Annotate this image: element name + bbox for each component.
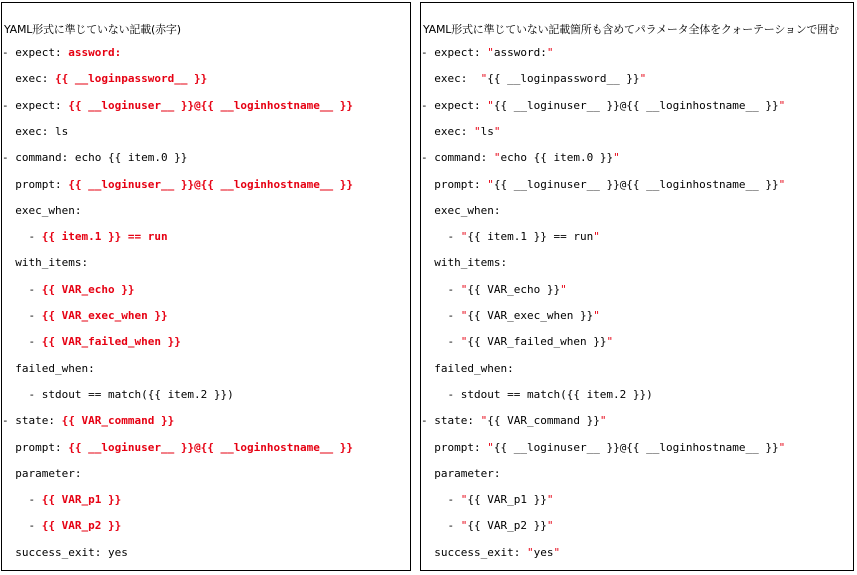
open-quote: " — [460, 230, 468, 244]
close-quote: " — [778, 98, 786, 112]
close-quote: " — [639, 72, 647, 86]
non-yaml-highlight: {{ VAR_exec_when }} — [41, 309, 168, 322]
open-quote: " — [493, 151, 501, 165]
code-text: with_items: — [2, 256, 89, 270]
code-text: - — [421, 282, 461, 296]
open-quote: " — [526, 545, 534, 559]
code-line — [421, 71, 646, 87]
code-line — [421, 45, 553, 61]
code-text: prompt: — [421, 177, 488, 191]
close-quote: " — [613, 151, 620, 165]
open-quote: " — [460, 493, 468, 507]
code-line — [2, 308, 168, 324]
code-line — [2, 440, 353, 456]
code-line — [2, 45, 121, 61]
code-text: exec: — [421, 72, 481, 86]
quoted-value: yes — [533, 545, 554, 559]
quoted-value: ls — [480, 124, 494, 138]
code-line — [421, 229, 600, 245]
code-line — [2, 71, 207, 87]
quoted-value: {{ VAR_echo }} — [467, 282, 561, 296]
close-quote: " — [493, 124, 501, 138]
code-line — [421, 466, 500, 482]
code-line — [421, 387, 653, 403]
code-line — [2, 387, 234, 403]
non-yaml-highlight: {{ VAR_p2 }} — [41, 519, 122, 533]
quoted-value: {{ item.1 }} == run — [467, 230, 594, 244]
code-text: - — [2, 519, 42, 533]
close-quote: " — [593, 309, 600, 322]
close-quote: " — [778, 440, 786, 454]
code-line — [421, 203, 500, 219]
code-text: exec_when: — [421, 203, 501, 217]
code-text: success_exit: yes — [2, 545, 128, 559]
quoted-value: assword: — [493, 46, 547, 59]
code-line — [421, 518, 553, 534]
code-text: exec: ls — [2, 124, 69, 138]
code-text: parameter: — [421, 466, 501, 480]
code-line — [2, 413, 174, 429]
open-quote: " — [473, 124, 481, 138]
code-text: - expect: — [421, 98, 488, 112]
right-panel-title: YAML形式に準じていない記載箇所も含めてパラメータ全体をクォーテーションで囲む — [423, 23, 839, 36]
quoted-value: {{ __loginuser__ }}@{{ __loginhostname__ }} — [493, 177, 779, 191]
non-yaml-highlight: {{ __loginpassword__ }} — [54, 72, 208, 86]
quoted-value: {{ VAR_exec_when }} — [467, 309, 594, 322]
open-quote: " — [487, 98, 494, 112]
code-line — [2, 492, 121, 508]
code-text: - — [2, 335, 42, 349]
close-quote: " — [593, 230, 600, 244]
non-yaml-highlight: {{ VAR_command }} — [61, 414, 175, 428]
code-line — [421, 308, 600, 324]
code-text: - command: echo {{ item.0 }} — [2, 151, 188, 165]
code-text: exec: — [421, 124, 474, 138]
quoted-value: {{ VAR_p1 }} — [467, 493, 547, 507]
close-quote: " — [778, 177, 786, 191]
quoted-value: {{ __loginpassword__ }} — [487, 72, 640, 86]
non-yaml-highlight: {{ __loginuser__ }}@{{ __loginhostname__ }} — [68, 98, 354, 112]
code-text: - command: — [421, 151, 494, 165]
code-line — [2, 203, 81, 219]
code-line — [2, 466, 81, 482]
code-text: prompt: — [2, 440, 69, 454]
code-line — [421, 413, 606, 429]
code-line — [421, 440, 785, 456]
code-line — [2, 361, 95, 377]
code-line — [421, 177, 785, 193]
close-quote: " — [553, 545, 561, 559]
non-yaml-highlight: {{ item.1 }} == run — [41, 230, 168, 244]
left-panel-title: YAML形式に準じていない記載(赤字) — [4, 23, 181, 36]
code-text: - stdout == match({{ item.2 }}) — [2, 387, 234, 401]
code-line — [421, 361, 514, 377]
close-quote: " — [546, 46, 554, 59]
code-line — [421, 150, 620, 166]
open-quote: " — [460, 335, 468, 349]
quoted-value: {{ VAR_p2 }} — [467, 519, 547, 533]
code-text: - — [421, 335, 461, 349]
close-quote: " — [606, 335, 614, 349]
non-yaml-highlight: {{ __loginuser__ }}@{{ __loginhostname__ }} — [68, 440, 354, 454]
non-yaml-highlight: {{ VAR_failed_when }} — [41, 335, 181, 349]
code-line — [2, 124, 68, 140]
code-text: - expect: — [2, 46, 69, 59]
open-quote: " — [480, 414, 488, 428]
open-quote: " — [460, 519, 468, 533]
close-quote: " — [560, 282, 567, 296]
code-text: exec: — [2, 72, 55, 86]
code-text: - — [2, 309, 42, 322]
open-quote: " — [487, 46, 494, 59]
non-yaml-highlight: {{ VAR_echo }} — [41, 282, 135, 296]
code-line — [2, 98, 353, 114]
code-text: - — [2, 493, 42, 507]
code-text: parameter: — [2, 466, 82, 480]
left-panel-invalid-yaml — [1, 2, 411, 571]
code-line — [421, 492, 553, 508]
quoted-value: {{ __loginuser__ }}@{{ __loginhostname__ }} — [493, 440, 779, 454]
code-text: - stdout == match({{ item.2 }}) — [421, 387, 653, 401]
code-line — [2, 177, 353, 193]
open-quote: " — [460, 282, 468, 296]
close-quote: " — [599, 414, 607, 428]
quoted-value: {{ __loginuser__ }}@{{ __loginhostname__ }} — [493, 98, 779, 112]
code-text: - — [421, 493, 461, 507]
code-line — [421, 334, 613, 350]
code-line — [2, 518, 121, 534]
code-line — [421, 98, 785, 114]
code-line — [421, 124, 500, 140]
open-quote: " — [487, 177, 494, 191]
code-line — [421, 282, 567, 298]
code-text: - state: — [421, 414, 481, 428]
code-text: - state: — [2, 414, 62, 428]
non-yaml-highlight: {{ VAR_p1 }} — [41, 493, 122, 507]
code-text: - — [2, 230, 42, 244]
open-quote: " — [487, 440, 494, 454]
code-text: prompt: — [421, 440, 488, 454]
open-quote: " — [480, 72, 488, 86]
code-line — [2, 282, 134, 298]
non-yaml-highlight: assword: — [68, 46, 122, 59]
code-line — [2, 229, 168, 245]
code-line — [2, 334, 181, 350]
quoted-value: {{ VAR_command }} — [487, 414, 600, 428]
code-text: - — [421, 519, 461, 533]
code-text: success_exit: — [421, 545, 527, 559]
code-text: failed_when: — [2, 361, 95, 375]
open-quote: " — [460, 309, 468, 322]
code-text: failed_when: — [421, 361, 514, 375]
code-line — [2, 545, 128, 561]
quoted-value: {{ VAR_failed_when }} — [467, 335, 607, 349]
right-panel-quoted-yaml — [420, 2, 854, 571]
quoted-value: echo {{ item.0 }} — [500, 151, 614, 165]
close-quote: " — [546, 519, 554, 533]
code-text: - — [421, 230, 461, 244]
code-text: - — [2, 282, 42, 296]
code-text: prompt: — [2, 177, 69, 191]
code-text: - expect: — [2, 98, 69, 112]
code-text: - — [421, 309, 461, 322]
code-line — [2, 150, 187, 166]
code-text: with_items: — [421, 256, 508, 270]
code-text: - expect: — [421, 46, 488, 59]
code-line — [421, 255, 507, 271]
code-line — [2, 255, 88, 271]
code-line — [421, 545, 560, 561]
non-yaml-highlight: {{ __loginuser__ }}@{{ __loginhostname__ }} — [68, 177, 354, 191]
code-text: exec_when: — [2, 203, 82, 217]
close-quote: " — [546, 493, 554, 507]
